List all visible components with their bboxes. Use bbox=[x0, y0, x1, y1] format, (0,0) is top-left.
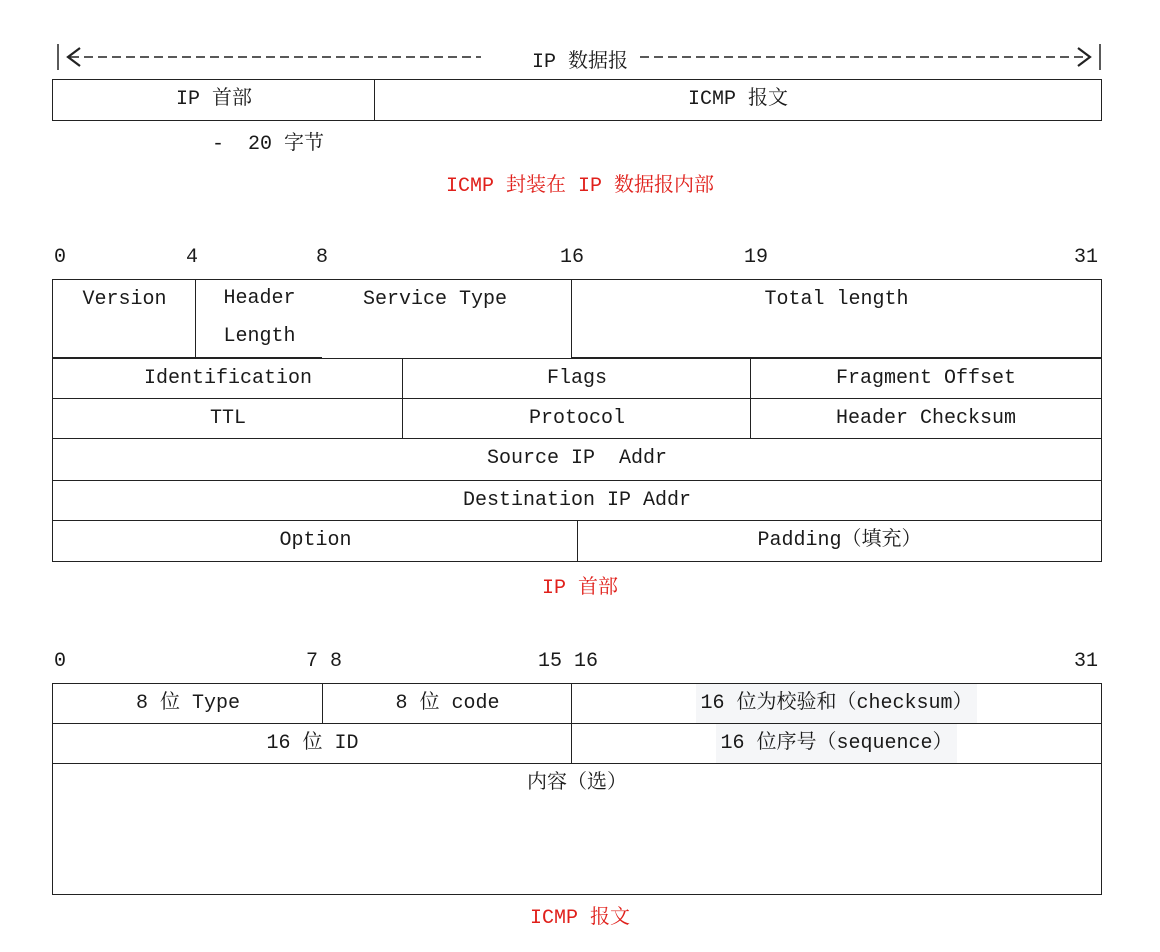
protocol-label: Protocol bbox=[528, 407, 625, 430]
ip-header-caption: IP 首部 bbox=[541, 577, 618, 600]
padding-field bbox=[577, 520, 1102, 562]
ttl-field bbox=[52, 398, 404, 440]
header-length-label-line2: Length bbox=[223, 325, 296, 348]
destination-ip-label: Destination IP Addr bbox=[462, 489, 692, 512]
icmp-id-field bbox=[52, 723, 573, 765]
fragment-offset-field bbox=[750, 358, 1102, 400]
identification-field bbox=[52, 358, 404, 400]
flags-label: Flags bbox=[546, 367, 607, 390]
destination-ip-field bbox=[52, 480, 1102, 522]
icmp-checksum-label: 16 位为校验和（checksum） bbox=[696, 684, 976, 724]
bit-tick: 7 8 bbox=[306, 650, 343, 673]
icmp-message-label: ICMP 报文 bbox=[687, 88, 788, 111]
icmp-checksum-field bbox=[571, 683, 1102, 725]
size-note: - 20 字节 bbox=[212, 133, 325, 156]
ip-header-box bbox=[52, 79, 376, 121]
ip-datagram-label: IP 数据报 bbox=[522, 51, 638, 74]
icmp-content-field bbox=[52, 763, 1102, 895]
service-type-field bbox=[322, 279, 573, 358]
encapsulation-caption: ICMP 封装在 IP 数据报内部 bbox=[445, 175, 715, 198]
protocol-field bbox=[402, 398, 752, 440]
fragment-offset-label: Fragment Offset bbox=[835, 367, 1017, 390]
icmp-message-box bbox=[374, 79, 1102, 121]
ttl-label: TTL bbox=[209, 407, 246, 430]
bit-tick: 16 bbox=[560, 246, 585, 269]
bit-tick: 8 bbox=[316, 246, 329, 269]
total-length-field bbox=[571, 279, 1102, 358]
flags-field bbox=[402, 358, 752, 400]
icmp-sequence-label: 16 位序号（sequence） bbox=[716, 724, 956, 764]
header-checksum-field bbox=[750, 398, 1102, 440]
ip-header-bit-ruler bbox=[0, 246, 1160, 276]
ip-header-label: IP 首部 bbox=[175, 88, 252, 111]
icmp-id-label: 16 位 ID bbox=[266, 732, 359, 755]
icmp-bit-ruler bbox=[0, 650, 1160, 680]
source-ip-label: Source IP Addr bbox=[486, 447, 668, 470]
bit-tick: 31 bbox=[1074, 246, 1099, 269]
bit-tick: 19 bbox=[744, 246, 769, 269]
icmp-sequence-field bbox=[571, 723, 1102, 765]
icmp-message-caption: ICMP 报文 bbox=[529, 907, 630, 930]
icmp-code-label: 8 位 code bbox=[395, 692, 500, 715]
source-ip-field bbox=[52, 438, 1102, 482]
option-field bbox=[52, 520, 579, 562]
bit-tick: 0 bbox=[54, 650, 67, 673]
total-length-label: Total length bbox=[764, 288, 909, 311]
option-label: Option bbox=[279, 529, 352, 552]
header-length-field bbox=[195, 279, 324, 358]
bit-tick: 4 bbox=[186, 246, 199, 269]
service-type-label: Service Type bbox=[362, 288, 508, 311]
bit-tick: 0 bbox=[54, 246, 67, 269]
version-label: Version bbox=[82, 288, 167, 311]
bit-tick: 15 16 bbox=[538, 650, 599, 673]
icmp-type-field bbox=[52, 683, 324, 725]
icmp-type-label: 8 位 Type bbox=[135, 692, 240, 715]
header-checksum-label: Header Checksum bbox=[835, 407, 1017, 430]
padding-label: Padding（填充） bbox=[757, 529, 922, 552]
identification-label: Identification bbox=[143, 367, 313, 390]
bit-tick: 31 bbox=[1074, 650, 1099, 673]
icmp-code-field bbox=[322, 683, 573, 725]
header-length-label-line1: Header bbox=[223, 287, 296, 310]
icmp-content-label: 内容（选） bbox=[527, 772, 627, 795]
version-field bbox=[52, 279, 197, 358]
